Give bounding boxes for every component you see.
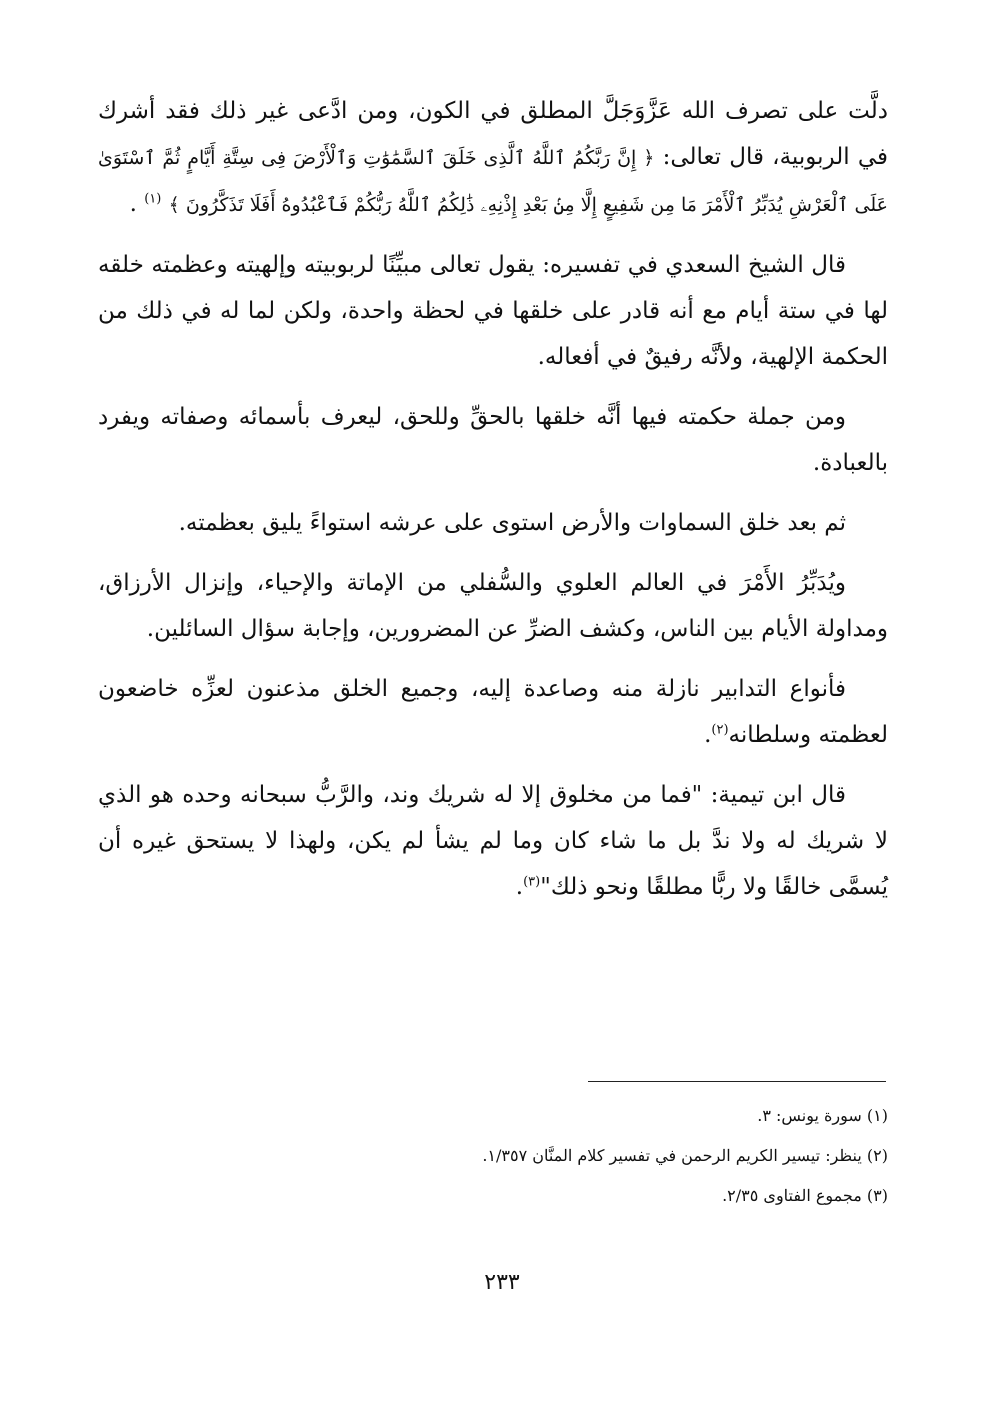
paragraph-1-text-2: الربوبية، قال تعالى:	[654, 144, 850, 170]
paragraph-6	[98, 666, 888, 758]
quran-verse: ﴿ إِنَّ رَبَّكُمُ ٱللَّهُ ٱلَّذِى خَلَقَ ٱلسَّمَٰوَٰتِ وَٱلْأَرْضَ فِى سِتَّةِ أَيَّامٍ ثُمَّ ٱسْتَوَىٰ عَلَى ٱلْعَرْشِ يُدَبِّرُ ٱلْأَمْرَ مَا مِن شَفِيعٍ إِلَّا مِنۢ بَعْدِ إِذْنِهِۦ ذَٰلِكُمُ ٱللَّهُ رَبُّكُمْ فَٱعْبُدُوهُ أَفَلَا تَذَكَّرُونَ ﴾	[98, 147, 888, 216]
footnote-2: (٢) ينظر: تيسير الكريم الرحمن في تفسير كلام المنَّان ١/٣٥٧.	[482, 1146, 888, 1165]
paragraph-4: ثم بعد خلق السماوات والأرض استوى على عرشه استواءً يليق بعظمته.	[178, 510, 846, 536]
paragraph-7	[98, 772, 888, 910]
paragraph-2: قال الشيخ السعدي في تفسيره: يقول تعالى مبيِّنًا لربوبيته وإلهيته وعظمته خلقه لها في ستة أيام مع أنه قادر على خلقها في لحظة واحدة، ولكن لما له في ذلك من الحكمة الإلهية، ولأنَّه رفيقٌ في أفعاله.	[98, 252, 888, 370]
footnote-1: (١) سورة يونس: ٣.	[757, 1106, 888, 1125]
paragraph-1	[98, 88, 888, 228]
footnote-ref-3[interactable]: (٣)	[523, 874, 541, 890]
paragraph-6-text: فأنواع التدابير نازلة منه وصاعدة إليه، وجميع الخلق مذعنون لعزِّه خاضعون لعظمته وسلطانه	[98, 676, 888, 748]
paragraph-3: ومن جملة حكمته فيها أنَّه خلقها بالحقِّ وللحق، ليعرف بأسمائه وصفاته ويفرد بالعبادة.	[98, 404, 888, 476]
paragraph-1-text: دلَّت على تصرف الله عَزَّوَجَلَّ المطلق في الكون، ومن ادَّعى غير ذلك فقد أشرك في	[98, 98, 889, 170]
paragraph-6-end: .	[704, 722, 712, 748]
footnote-divider	[588, 1081, 886, 1082]
paragraph-5: ويُدَبِّرُ الأَمْرَ في العالم العلوي والسُّفلي من الإماتة والإحياء، وإنزال الأرزاق، ومداولة الأيام بين الناس، وكشف الضرِّ عن المضرورين، وإجابة سؤال السائلين.	[98, 570, 888, 642]
paragraph-1-end: .	[129, 191, 137, 217]
paragraph-7-text: قال ابن تيمية: "فما من مخلوق إلا له شريك وند، والرَّبُّ سبحانه وحده هو الذي لا شريك له ولا ندَّ بل ما شاء كان وما لم يشأ لم يكن، ولهذا لا يستحق غيره أن يُسمَّى خالقًا ولا ربًّا مطلقًا ونحو ذلك"	[98, 782, 888, 900]
page-body	[98, 88, 888, 924]
footnotes	[98, 1096, 888, 1216]
footnote-ref-1[interactable]: (١)	[144, 191, 162, 207]
page-number: ٢٣٣	[484, 1270, 520, 1295]
paragraph-7-end: .	[515, 874, 524, 900]
footnote-3: (٣) مجموع الفتاوى ٢/٣٥.	[722, 1186, 888, 1205]
footnote-ref-2[interactable]: (٢)	[711, 722, 729, 738]
